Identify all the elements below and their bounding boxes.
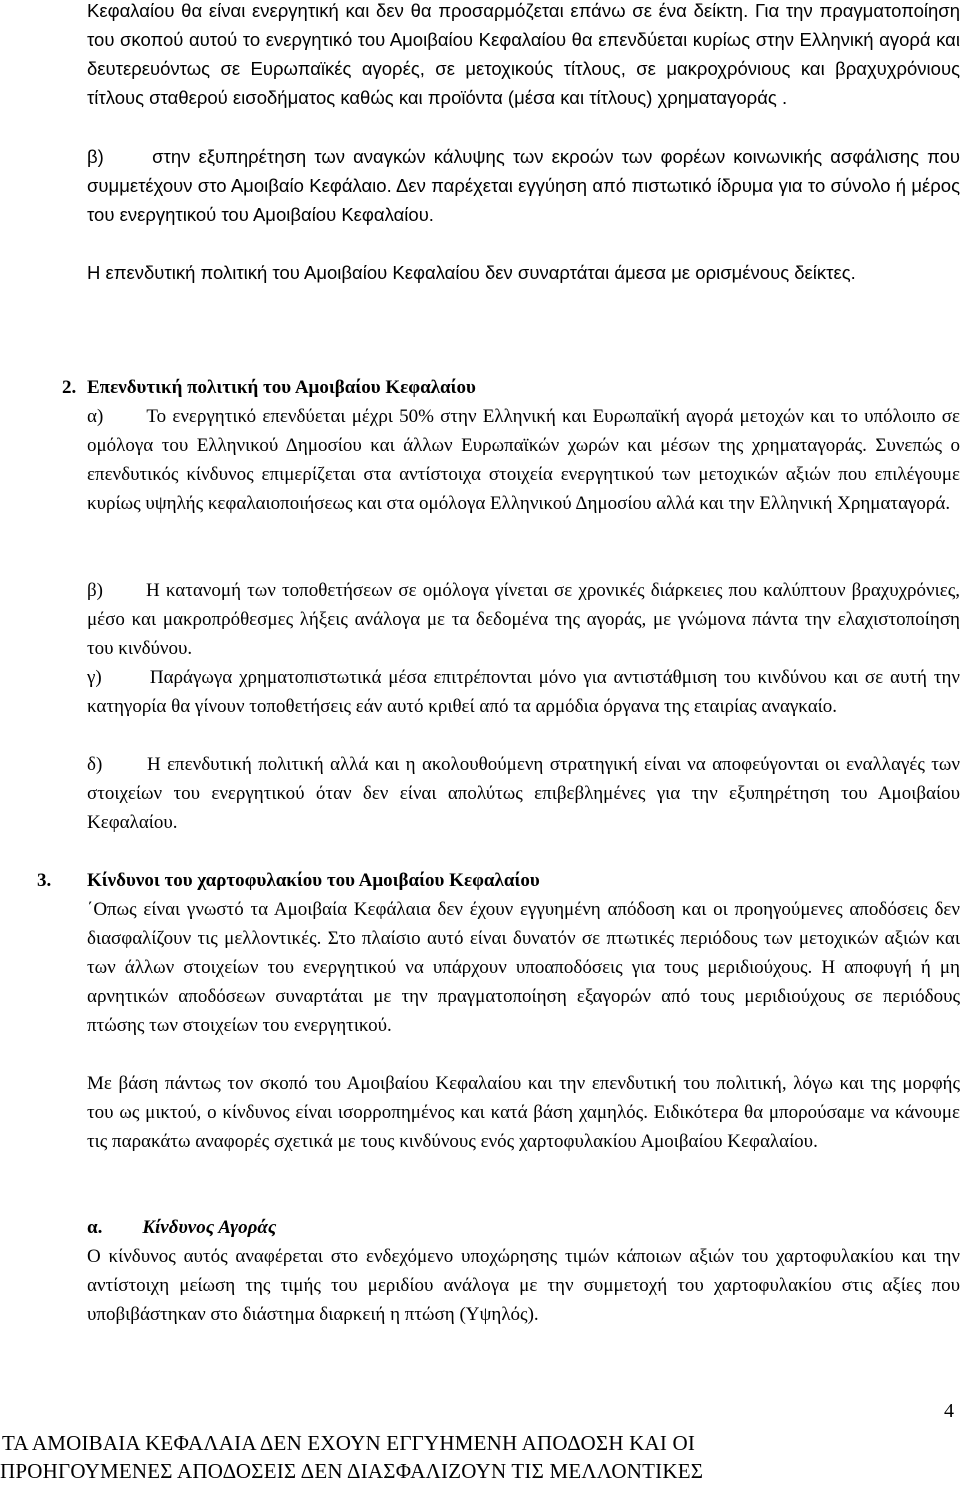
market-risk-label: α.: [87, 1217, 103, 1238]
section-2-number: 2.: [62, 377, 77, 398]
intro-paragraph-beta: β) στην εξυπηρέτηση των αναγκών κάλυψης των εκροών των φορέων κοινωνικής ασφάλισης που συμμετέχουν στο Αμοιβαίο Κεφάλαιο. Δεν παρέχεται εγγύηση από πιστωτικό ίδρυμα για το σύνολο ή μέρος του ενεργητικού του Αμοιβαίου Κεφαλαίου.: [87, 146, 960, 225]
market-risk-heading: [87, 1213, 276, 1242]
section-2-item-d: δ) Η επενδυτική πολιτική αλλά και η ακολουθούμενη στρατηγική είναι να αποφεύγονται οι εναλλαγές των στοιχείων του ενεργητικού όταν δεν είναι απολύτως επιβεβλημένες για την εξυπηρέτηση του Αμοιβαίου Κεφαλαίου.: [87, 754, 960, 833]
section-2-item-a: α) Το ενεργητικό επενδύεται μέχρι 50% στην Ελληνική και Ευρωπαϊκή αγορά μετοχών και το υπόλοιπο σε ομόλογα του Ελληνικού Δημοσίου και άλλων Ευρωπαϊκών χωρών και μέσων της χρηματαγοράς. Συνεπώς ο επενδυτικός κίνδυνος επιμερίζεται στα αντίστοιχα στοιχεία ενεργητικού των μετοχικών αξιών που επιλέγουμε κυρίως υψηλής κεφαλαιοποιήσεως και στα ομόλογα Ελληνικού Δημοσίου αλλά και την Ελληνική Χρηματαγορά.: [87, 406, 960, 514]
section-2-item-c: γ) Παράγωγα χρηματοπιστωτικά μέσα επιτρέπονται μόνο για αντιστάθμιση του κινδύνου και σε αυτή την κατηγορία θα γίνουν τοποθετήσεις εάν αυτό κριθεί από τα αρμόδια όργανα της εταιρίας αναγκαίο.: [87, 667, 960, 717]
section-3-paragraph-2: Με βάση πάντως τον σκοπό του Αμοιβαίου Κεφαλαίου και την επενδυτική του πολιτική, λόγω και της μορφής του ως μικτού, ο κίνδυνος είναι ισορροπημένος και κατά βάση χαμηλός. Ειδικότερα θα μπορούσαμε να κάνουμε τις παρακάτω αναφορές σχετικά με τους κινδύνους ενός χαρτοφυλακίου Αμοιβαίου Κεφαλαίου.: [87, 1073, 960, 1152]
market-risk-text: Ο κίνδυνος αυτός αναφέρεται στο ενδεχόμενο υποχώρησης τιμών κάποιων αξιών του χαρτοφυλακίου και την αντίστοιχη μείωση της τιμής του μεριδίου ανάλογα με την συμμετοχή του χαρτοφυλακίου στις αξίες που υποβιβάστηκαν στο διάστημα διαρκειή η πτώση (Υψηλός).: [87, 1246, 960, 1325]
section-2-item-b: β) Η κατανομή των τοποθετήσεων σε ομόλογα γίνεται σε χρονικές διάρκειες που καλύπτουν βραχυχρόνιες, μέσο και μακροπρόθεσμες λήξεις ανάλογα με τα δεδομένα της αγοράς, με γνώμονα πάντα την ελαχιστοποίηση του κινδύνου.: [87, 580, 960, 659]
market-risk-title: Κίνδυνος Αγοράς: [142, 1217, 277, 1238]
section-3-number: 3.: [37, 870, 52, 891]
section-2-title: Επενδυτική πολιτική του Αμοιβαίου Κεφαλαίου: [87, 377, 476, 398]
policy-note: Η επενδυτική πολιτική του Αμοιβαίου Κεφαλαίου δεν συναρτάται άμεσα με ορισμένους δείκτες.: [87, 262, 856, 283]
footer-disclaimer-line-1: ΤΑ ΑΜΟΙΒΑΙΑ ΚΕΦΑΛΑΙΑ ΔΕΝ ΕΧΟΥΝ ΕΓΓΥΗΜΕΝΗ ΑΠΟΔΟΣΗ ΚΑΙ ΟΙ: [2, 1431, 696, 1455]
footer-disclaimer-line-2: ΠΡΟΗΓΟΥΜΕΝΕΣ ΑΠΟΔΟΣΕΙΣ ΔΕΝ ΔΙΑΣΦΑΛΙΖΟΥΝ ΤΙΣ ΜΕΛΛΟΝΤΙΚΕΣ: [0, 1459, 704, 1483]
section-3-paragraph-1: ΄Οπως είναι γνωστό τα Αμοιβαία Κεφάλαια δεν έχουν εγγυημένη απόδοση και οι προηγούμενες αποδόσεις δεν διασφαλίζουν τις μελλοντικές. Στο πλαίσιο αυτό είναι δυνατόν σε πτωτικές περιόδους των μετοχικών αξιών και των άλλων στοιχείων του ενεργητικού να υπάρχουν υποαποδόσεις για τους μεριδιούχους. Η αποφυγή ή μη αρνητικών αποδόσεων συναρτάται με την πραγματοποίηση εξαγορών από τους μεριδιούχους σε περιόδους πτώσης των στοιχείων του ενεργητικού.: [87, 899, 960, 1036]
intro-paragraph: Κεφαλαίου θα είναι ενεργητική και δεν θα προσαρμόζεται επάνω σε ένα δείκτη. Για την πραγματοποίηση του σκοπού αυτού το ενεργητικό του Αμοιβαίου Κεφαλαίου θα επενδύεται κυρίως στην Ελληνική αγορά και δευτερευόντως σε Ευρωπαϊκές αγορές, σε μετοχικούς τίτλους, σε μακροχρόνιους και βραχυχρόνιους τίτλους σταθερού εισοδήματος καθώς και προϊόντα (μέσα και τίτλους) χρηματαγοράς .: [87, 0, 960, 108]
section-3-title: Κίνδυνοι του χαρτοφυλακίου του Αμοιβαίου Κεφαλαίου: [87, 870, 540, 891]
page-number: 4: [944, 1400, 954, 1422]
